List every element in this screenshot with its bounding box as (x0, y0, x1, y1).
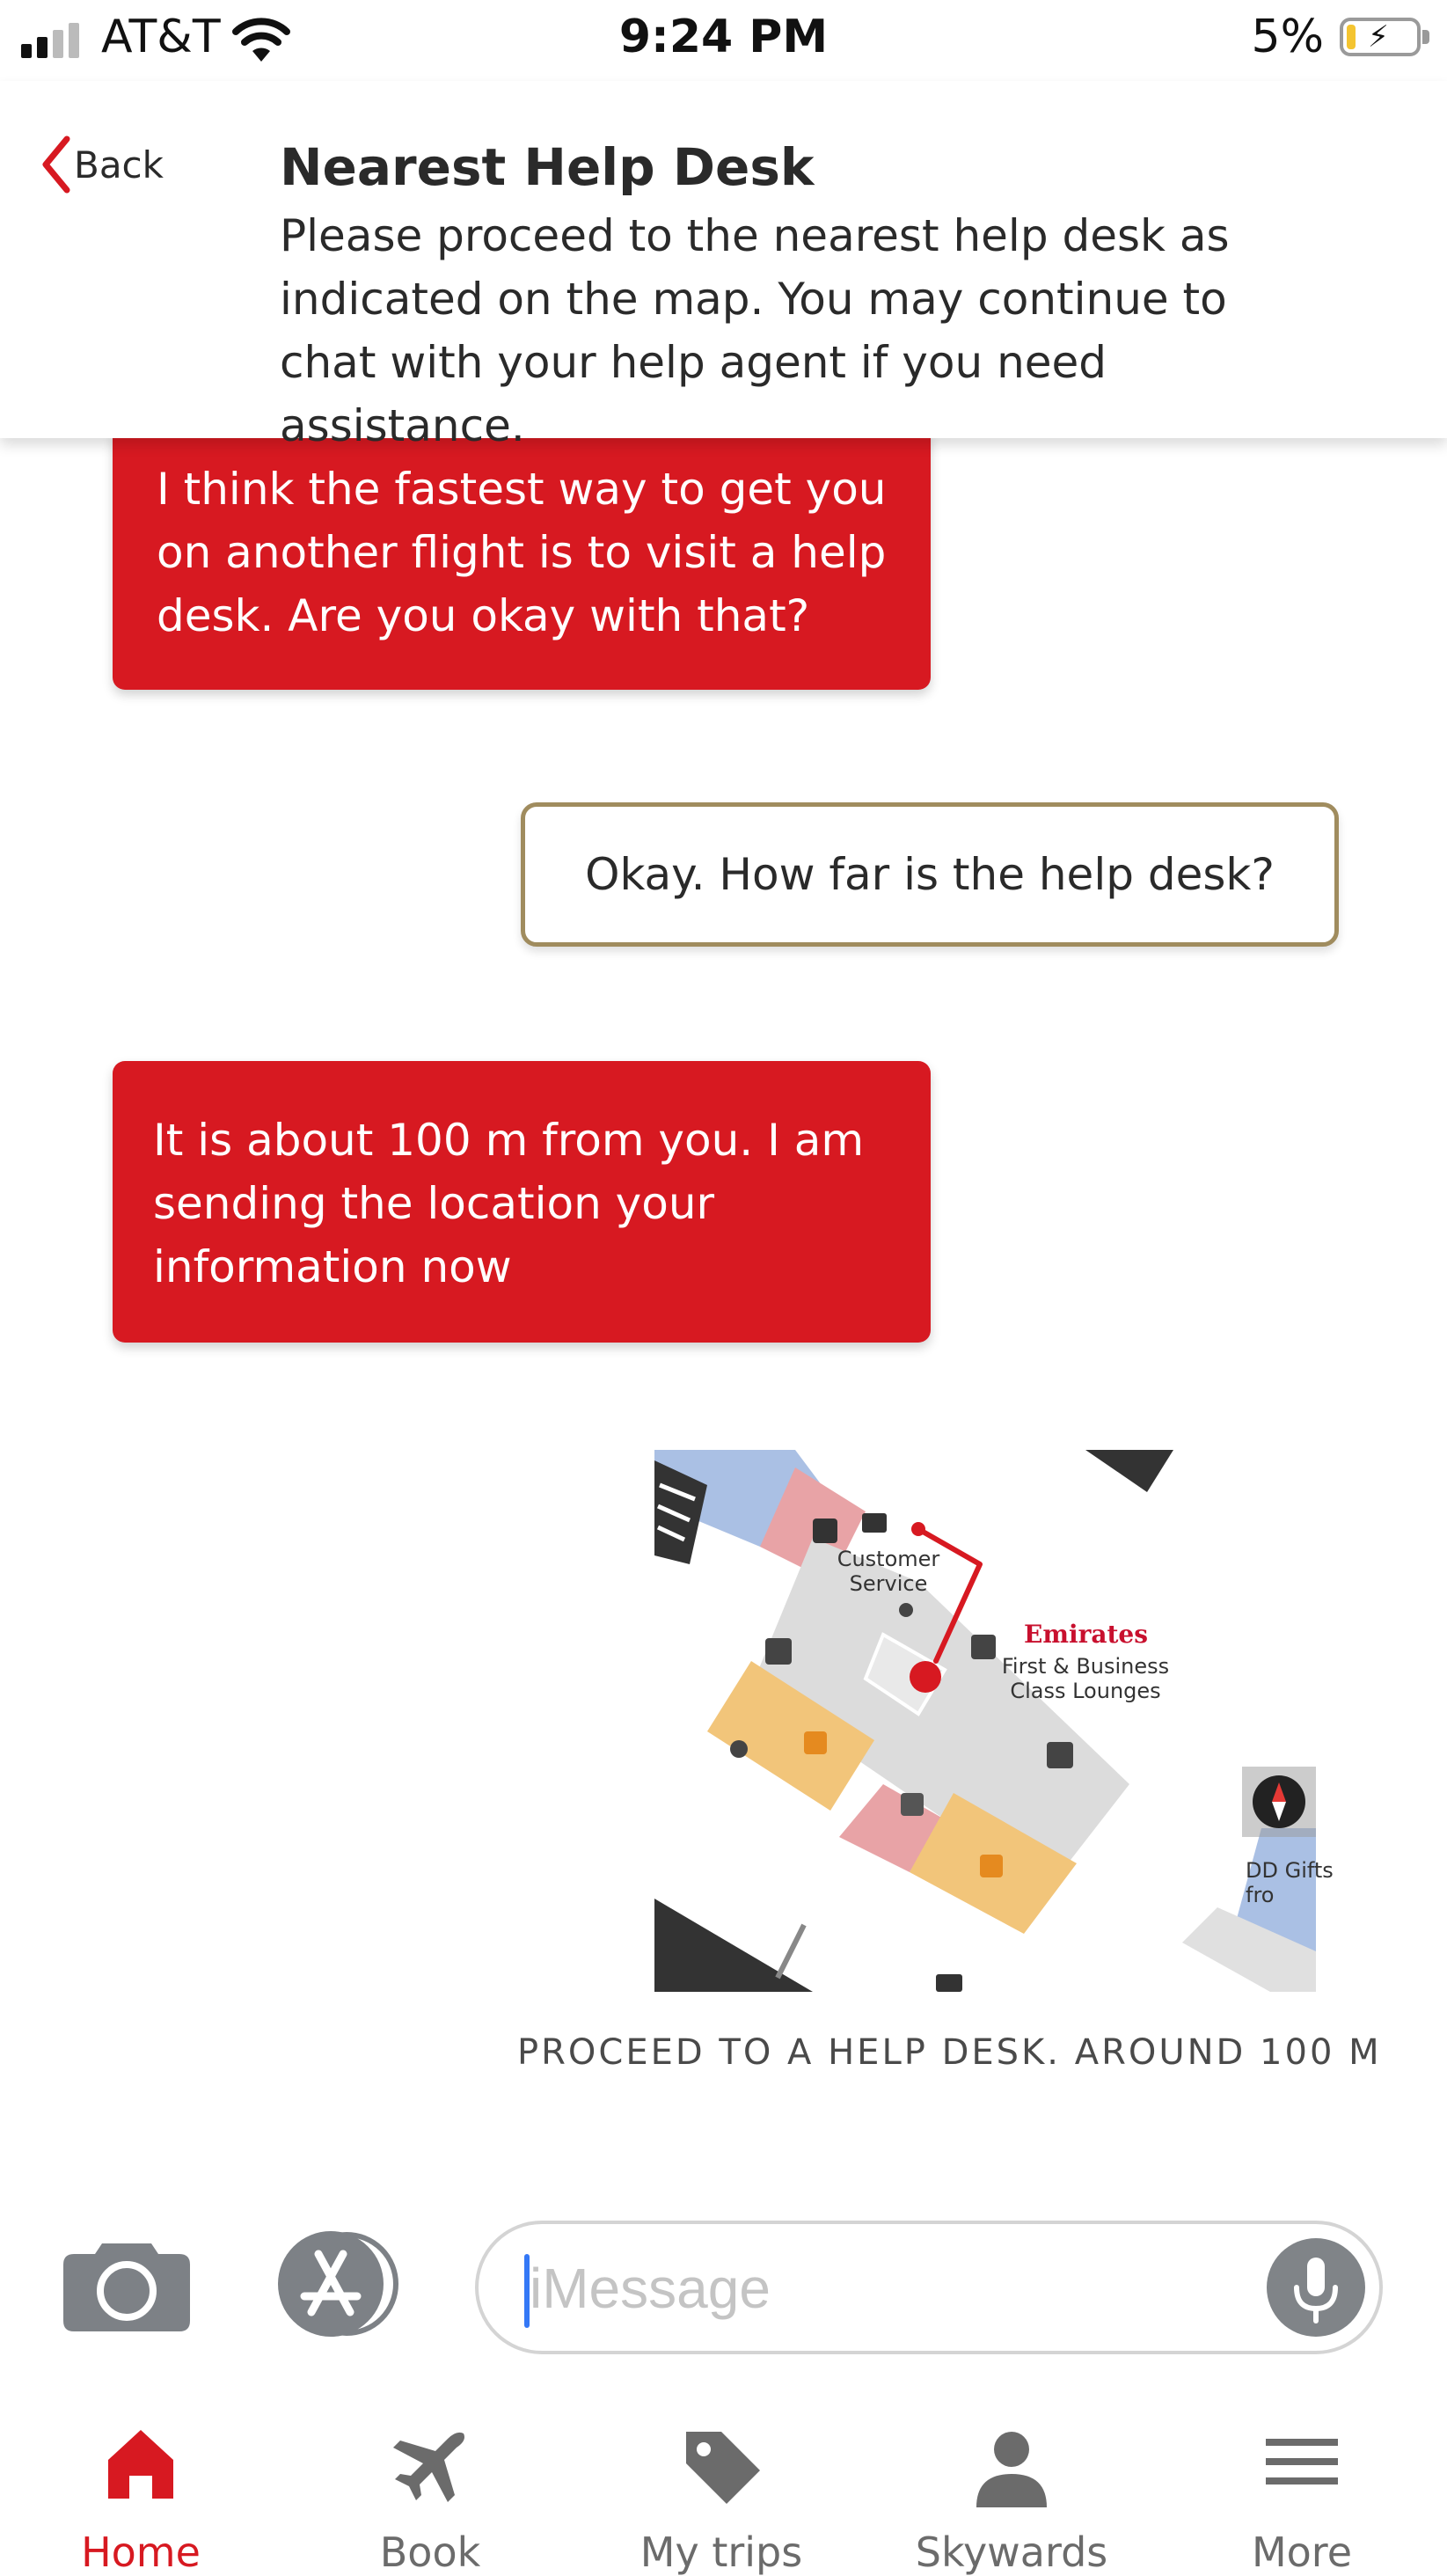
app-store-icon (269, 2231, 410, 2337)
microphone-button[interactable] (1267, 2238, 1365, 2337)
app-store-button[interactable] (269, 2231, 410, 2337)
tag-icon (677, 2423, 765, 2511)
tab-label: Book (379, 2528, 481, 2576)
map-pin-icon (730, 1740, 748, 1758)
message-field[interactable] (475, 2221, 1383, 2354)
battery-charging-icon: ⚡ (1340, 18, 1421, 56)
map-route-start (911, 1522, 925, 1536)
menu-icon (1262, 2423, 1341, 2502)
map-structure (778, 1925, 804, 1978)
map-caption: PROCEED TO A HELP DESK. AROUND 100 M (517, 2032, 1382, 2073)
elevator-icon (1047, 1742, 1073, 1768)
map-label-brand: Emirates (1024, 1620, 1149, 1649)
restroom-icon (980, 1855, 1003, 1877)
tab-label: Home (81, 2528, 201, 2576)
atm-icon (936, 1974, 962, 1992)
map-label-lounges: First & Business Class Lounges (1001, 1654, 1170, 1703)
compass-icon[interactable] (1242, 1767, 1316, 1837)
back-button[interactable] (39, 134, 164, 195)
microphone-icon (1267, 2238, 1365, 2337)
map-poi-icon (813, 1519, 837, 1543)
chevron-left-icon (39, 134, 74, 195)
atm-icon (862, 1513, 887, 1533)
tab-label: Skywards (915, 2528, 1108, 2576)
airplane-icon (386, 2423, 474, 2511)
person-icon (968, 2423, 1056, 2511)
tab-book[interactable] (325, 2411, 536, 2575)
map-structure (654, 1899, 813, 1992)
tab-label: More (1251, 2528, 1353, 2576)
page-title: Nearest Help Desk (280, 137, 815, 197)
map-label-gifts: DD Gifts fro (1246, 1858, 1334, 1907)
tab-home[interactable] (35, 2411, 246, 2575)
status-time: 9:24 PM (618, 11, 829, 63)
map-label-customer-service: Customer Service (837, 1547, 940, 1596)
carrier-name: AT&T (101, 11, 221, 63)
user-message (521, 802, 1339, 947)
tab-label: My trips (639, 2528, 803, 2576)
tab-my-trips[interactable] (616, 2411, 827, 2575)
user-message-text: Okay. How far is the help desk? (585, 849, 1275, 900)
home-icon (101, 2423, 180, 2502)
current-location-marker (910, 1661, 941, 1693)
back-label: Back (74, 143, 164, 187)
map-drawing (654, 1450, 1316, 1992)
accessibility-icon (901, 1793, 924, 1816)
page-description: Please proceed to the nearest help desk as indicated on the map. You may continue to chat with your help agent if you need assistance. (280, 210, 1230, 451)
tab-more[interactable] (1196, 2411, 1407, 2575)
restroom-icon (804, 1731, 827, 1754)
page-header (0, 81, 1447, 451)
terminal-map[interactable] (654, 1450, 1334, 1992)
tab-bar (0, 2411, 1447, 2575)
battery-percent: 5% (1251, 11, 1324, 63)
elevator-icon (765, 1638, 792, 1665)
map-structure (1085, 1450, 1173, 1492)
camera-button[interactable] (63, 2235, 190, 2331)
agent-message: I think the fastest way to get you on another flight is to visit a help desk. Are you okay with that? (113, 431, 931, 690)
map-pin-icon (899, 1603, 913, 1617)
agent-message: It is about 100 m from you. I am sending the location your information now (113, 1061, 931, 1343)
camera-icon (63, 2235, 190, 2331)
status-bar (0, 0, 1447, 81)
message-input[interactable] (528, 2245, 1253, 2331)
tab-skywards[interactable] (906, 2411, 1117, 2575)
